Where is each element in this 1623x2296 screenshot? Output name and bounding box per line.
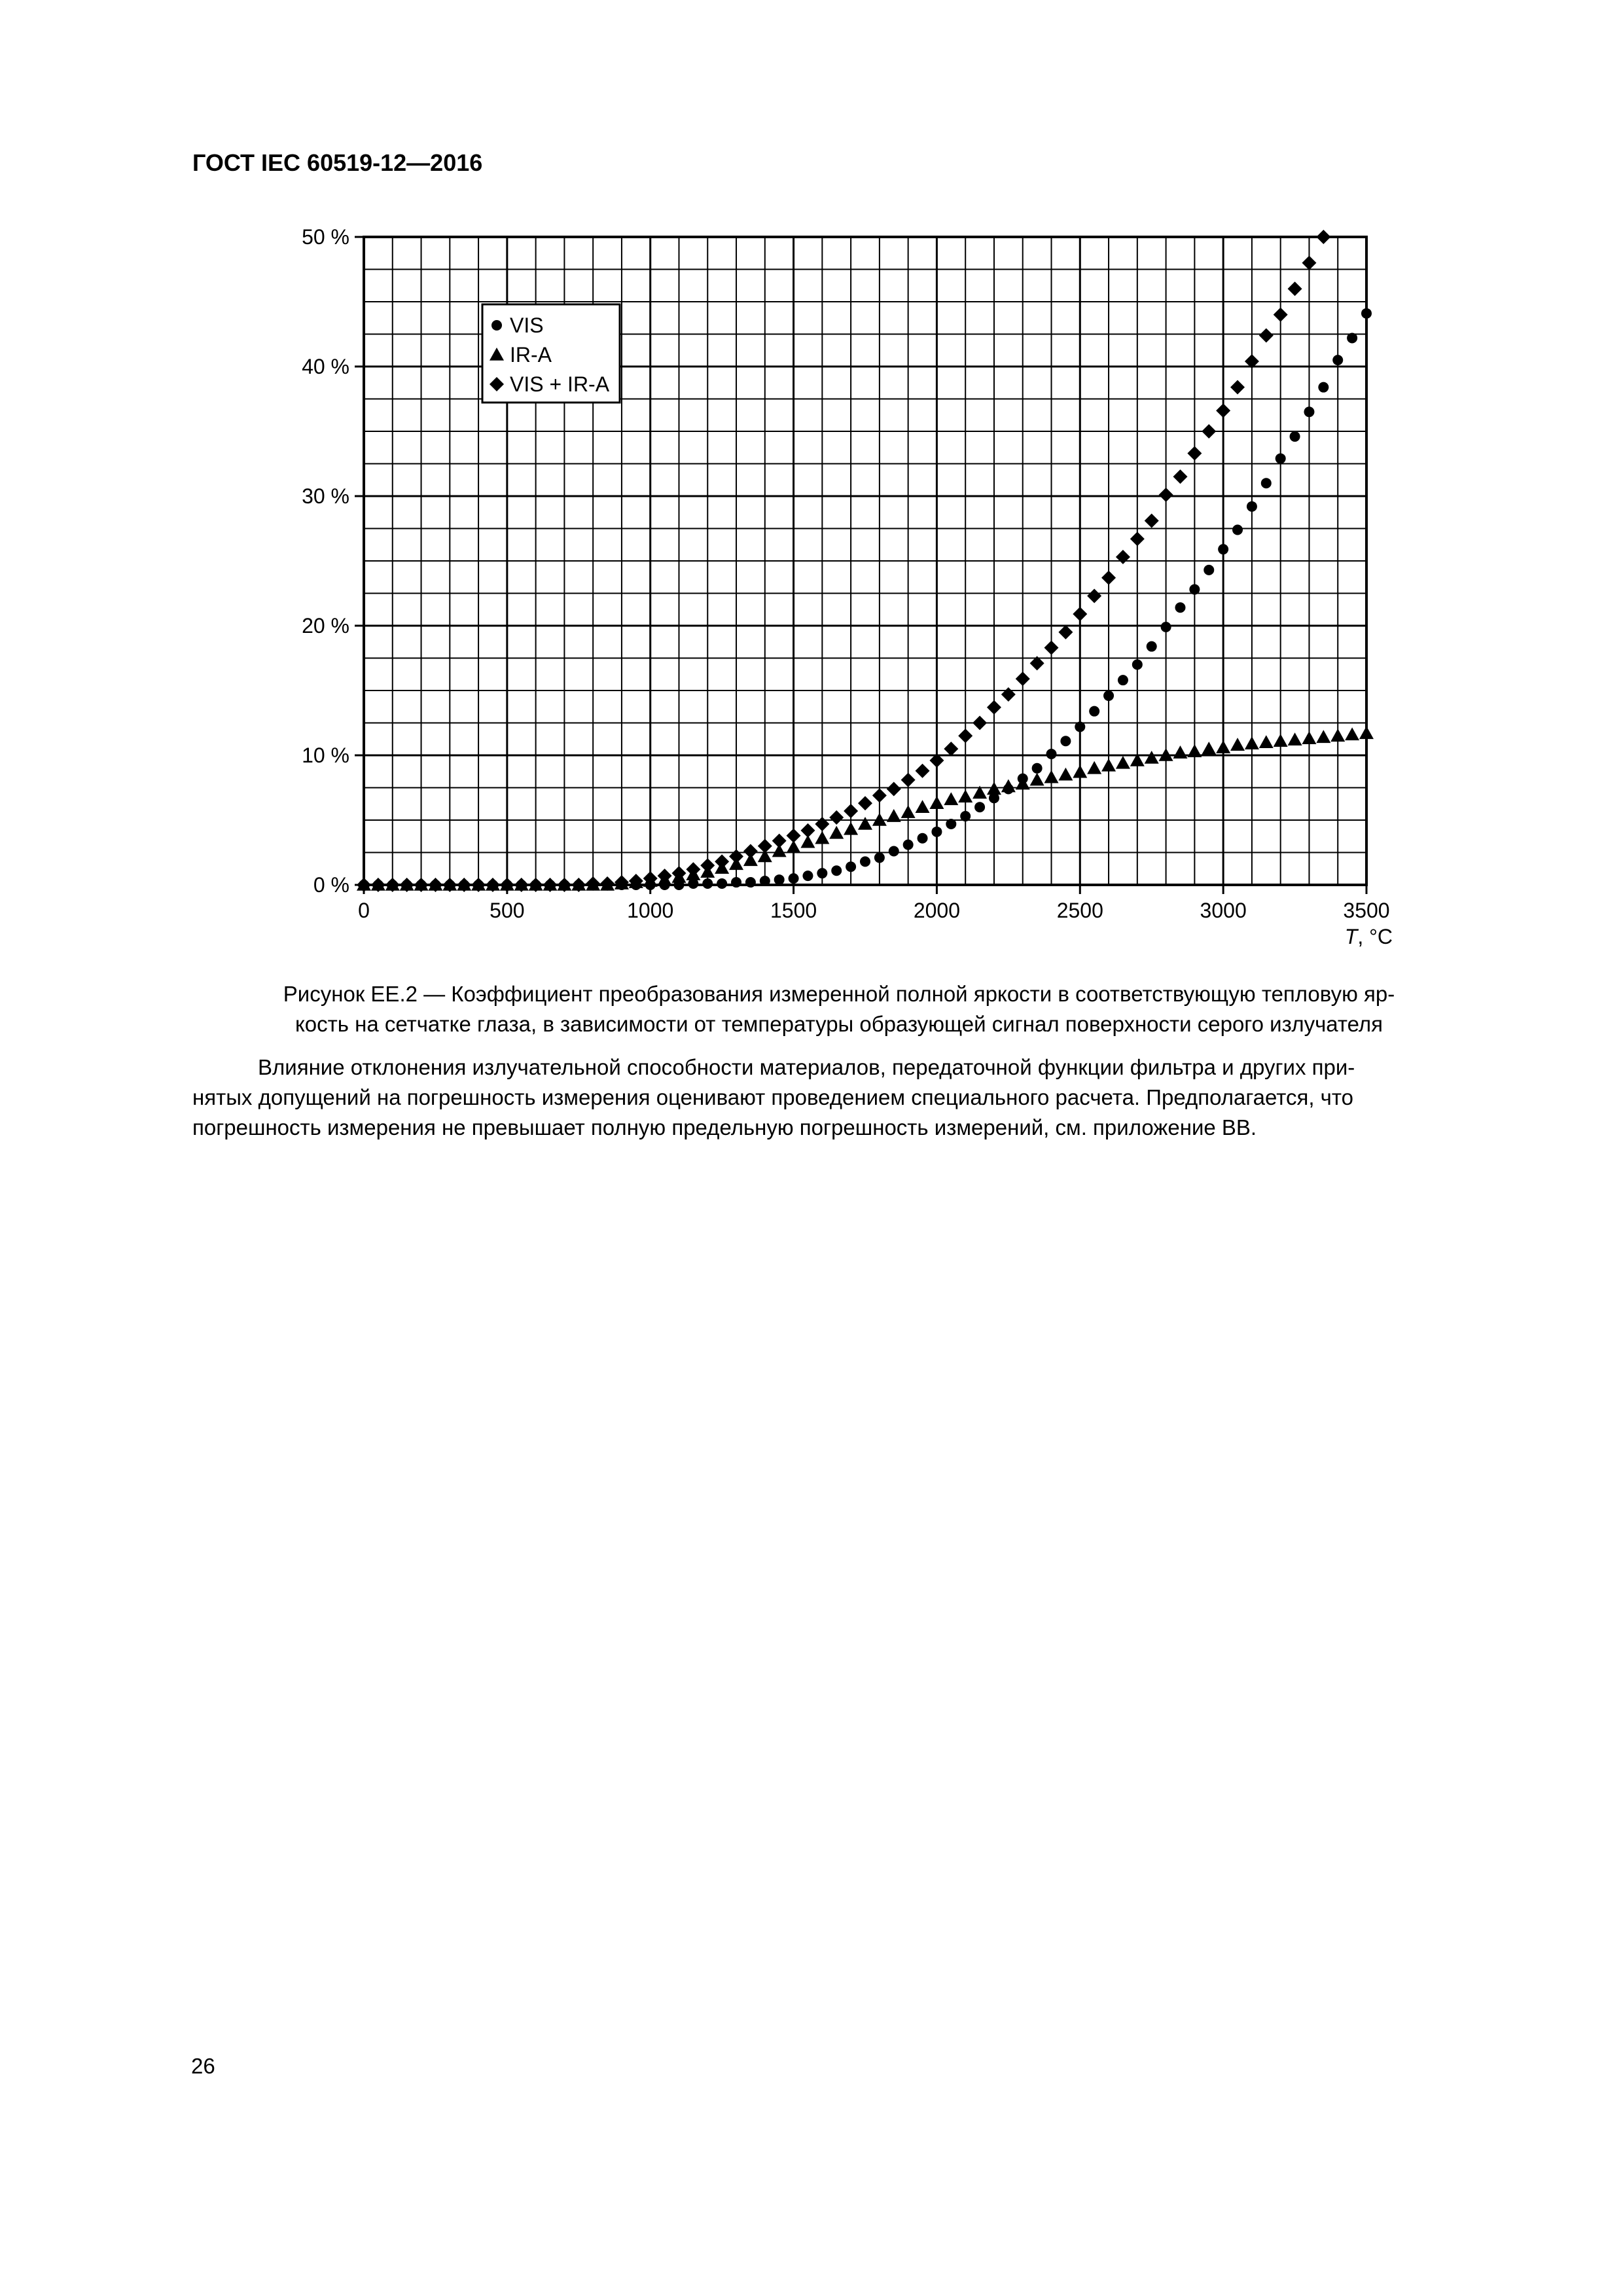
data-point-diamond	[1044, 641, 1059, 655]
body-line: погрешность измерения не превышает полную предельную погрешность измерений, см. приложение ВВ.	[192, 1115, 1257, 1139]
data-point-circle	[918, 833, 928, 844]
data-point-circle	[960, 811, 971, 821]
data-point-triangle	[858, 817, 872, 830]
data-point-diamond	[858, 796, 872, 810]
data-point-triangle	[1187, 744, 1202, 757]
data-point-circle	[946, 819, 956, 829]
data-point-circle	[1304, 406, 1314, 417]
y-tick-label: 50 %	[302, 225, 349, 249]
data-point-circle	[1132, 659, 1143, 670]
data-point-triangle	[1316, 730, 1330, 743]
data-point-triangle	[901, 805, 916, 818]
y-axis-ticks	[302, 225, 364, 897]
temperature-chart	[0, 0, 1623, 969]
data-point-circle	[1332, 355, 1343, 365]
data-point-circle	[874, 852, 885, 863]
data-point-circle	[1089, 706, 1099, 717]
data-point-triangle	[1145, 751, 1159, 764]
data-point-diamond	[901, 773, 916, 787]
data-point-circle	[1261, 478, 1272, 488]
data-point-diamond	[658, 869, 672, 883]
data-point-circle	[1232, 524, 1243, 535]
x-tick-label: 3500	[1343, 899, 1390, 922]
data-point-circle	[860, 856, 870, 867]
data-point-circle	[903, 840, 914, 850]
data-point-diamond	[872, 788, 887, 802]
data-point-circle	[789, 873, 799, 884]
data-point-circle	[1118, 675, 1128, 685]
data-point-circle	[1175, 602, 1185, 613]
data-point-diamond	[1230, 380, 1245, 395]
x-axis-label-unit: , °C	[1357, 925, 1393, 948]
data-point-triangle	[1216, 740, 1230, 753]
data-point-triangle	[1030, 773, 1044, 786]
data-point-circle	[1075, 721, 1085, 732]
data-point-diamond	[743, 844, 758, 859]
data-point-triangle	[1202, 742, 1216, 755]
data-point-diamond	[987, 700, 1001, 715]
document-header: ГОСТ IEC 60519-12—2016	[192, 149, 483, 176]
data-point-circle	[931, 827, 942, 837]
x-axis-label	[1345, 925, 1393, 948]
data-point-diamond	[916, 764, 930, 778]
data-point-triangle	[958, 789, 972, 802]
data-point-triangle	[815, 831, 829, 844]
data-point-diamond	[1316, 230, 1330, 244]
figure-caption	[196, 979, 1482, 1039]
x-tick-label: 2000	[913, 899, 961, 922]
data-point-circle	[1046, 749, 1057, 759]
data-point-circle	[1189, 584, 1200, 595]
data-point-circle	[817, 868, 827, 878]
data-point-triangle	[872, 813, 887, 826]
y-tick-label: 0 %	[313, 873, 349, 897]
data-point-triangle	[829, 826, 844, 839]
data-point-diamond	[1259, 328, 1274, 342]
data-point-triangle	[916, 800, 930, 813]
data-point-diamond	[800, 823, 815, 838]
x-tick-label: 1500	[770, 899, 817, 922]
data-point-circle	[1318, 382, 1329, 393]
data-point-diamond	[958, 728, 972, 743]
data-point-circle	[731, 877, 741, 888]
data-point-triangle	[944, 792, 958, 805]
data-point-circle	[1161, 622, 1171, 632]
data-point-triangle	[1302, 731, 1316, 744]
data-point-diamond	[1288, 281, 1302, 296]
data-point-triangle	[1259, 735, 1274, 748]
data-point-circle	[1060, 736, 1071, 746]
data-point-diamond	[1173, 469, 1187, 484]
data-point-circle	[1290, 431, 1300, 442]
data-point-triangle	[887, 809, 901, 822]
data-point-diamond	[1202, 424, 1216, 439]
data-point-diamond	[1159, 488, 1173, 502]
data-point-circle	[802, 870, 813, 881]
data-point-diamond	[1130, 531, 1145, 546]
data-point-diamond	[1116, 550, 1130, 564]
data-point-triangle	[1345, 727, 1359, 740]
data-point-diamond	[1145, 514, 1159, 528]
data-point-circle	[846, 861, 856, 872]
data-point-circle	[1103, 691, 1114, 701]
data-point-triangle	[1288, 732, 1302, 745]
data-point-triangle	[1245, 736, 1259, 749]
x-axis-label-symbol: T	[1344, 925, 1358, 948]
data-point-diamond	[815, 817, 829, 831]
data-point-diamond	[1073, 607, 1087, 621]
data-point-circle	[760, 876, 770, 886]
data-point-diamond	[1274, 308, 1288, 322]
data-point-triangle	[1073, 765, 1087, 778]
data-point-circle	[745, 877, 756, 888]
body-line: Влияние отклонения излучательной способности материалов, передаточной функции фильтра и других при-	[258, 1055, 1355, 1079]
data-point-circle	[717, 878, 727, 889]
data-point-circle	[889, 846, 899, 857]
data-point-circle	[1347, 332, 1357, 343]
data-point-circle	[1204, 565, 1214, 575]
page-number: 26	[191, 2054, 215, 2078]
x-tick-label: 0	[358, 899, 370, 922]
data-point-diamond	[1087, 588, 1101, 603]
data-point-triangle	[1058, 768, 1073, 781]
data-point-triangle	[1044, 770, 1059, 783]
data-point-diamond	[729, 849, 743, 863]
data-point-diamond	[944, 742, 958, 756]
data-point-diamond	[1058, 625, 1073, 639]
data-point-triangle	[1173, 745, 1187, 759]
figure-caption-line: Рисунок ЕЕ.2 — Коэффициент преобразования измеренной полной яркости в соответствующую тепловую яр-	[283, 982, 1395, 1006]
body-line: нятых допущений на погрешность измерения оценивают проведением специального расчета. Предполагается, что	[192, 1085, 1353, 1109]
y-tick-label: 10 %	[302, 744, 349, 767]
data-point-diamond	[972, 716, 987, 730]
data-point-triangle	[1087, 761, 1101, 774]
data-point-diamond	[686, 862, 700, 876]
data-point-diamond	[829, 810, 844, 825]
legend-marker-circle	[491, 320, 502, 331]
data-point-circle	[974, 802, 985, 812]
data-point-circle	[1147, 641, 1157, 652]
y-tick-label: 40 %	[302, 355, 349, 378]
x-tick-label: 2500	[1056, 899, 1103, 922]
data-point-triangle	[1101, 759, 1116, 772]
data-point-diamond	[671, 866, 686, 880]
data-point-triangle	[929, 796, 944, 809]
data-point-diamond	[844, 804, 858, 818]
x-tick-label: 3000	[1200, 899, 1247, 922]
data-point-triangle	[1001, 780, 1016, 793]
y-tick-label: 20 %	[302, 614, 349, 637]
data-point-diamond	[1216, 403, 1230, 418]
data-point-circle	[1247, 501, 1257, 512]
legend-label: VIS + IR-A	[510, 372, 610, 396]
data-point-triangle	[1274, 734, 1288, 747]
legend-label: IR-A	[510, 343, 552, 367]
data-point-diamond	[1001, 687, 1016, 702]
body-paragraph	[192, 1052, 1500, 1143]
data-point-diamond	[787, 829, 801, 843]
data-point-diamond	[1187, 446, 1202, 461]
data-point-triangle	[1359, 726, 1374, 739]
chart-legend	[482, 304, 620, 403]
legend-label: VIS	[510, 314, 544, 337]
data-point-diamond	[758, 839, 772, 853]
y-tick-label: 30 %	[302, 484, 349, 508]
data-point-triangle	[1330, 728, 1345, 742]
data-point-circle	[702, 878, 713, 889]
figure-caption-line: кость на сетчатке глаза, в зависимости от температуры образующей сигнал поверхности серого излучателя	[294, 1012, 1383, 1036]
data-point-triangle	[844, 822, 858, 835]
data-point-diamond	[887, 781, 901, 796]
data-point-circle	[1032, 763, 1043, 774]
data-point-circle	[831, 865, 842, 876]
data-point-circle	[1275, 454, 1286, 464]
data-point-circle	[774, 874, 785, 885]
data-point-triangle	[1230, 738, 1245, 751]
data-point-diamond	[1101, 571, 1116, 585]
data-point-diamond	[700, 858, 715, 872]
data-point-triangle	[1116, 756, 1130, 769]
data-point-diamond	[715, 854, 729, 869]
x-tick-label: 1000	[627, 899, 674, 922]
x-tick-label: 500	[490, 899, 525, 922]
data-point-circle	[1218, 544, 1228, 554]
data-point-circle	[1361, 308, 1372, 319]
data-point-diamond	[1302, 256, 1316, 270]
data-point-diamond	[772, 834, 787, 848]
data-point-diamond	[1016, 672, 1030, 686]
